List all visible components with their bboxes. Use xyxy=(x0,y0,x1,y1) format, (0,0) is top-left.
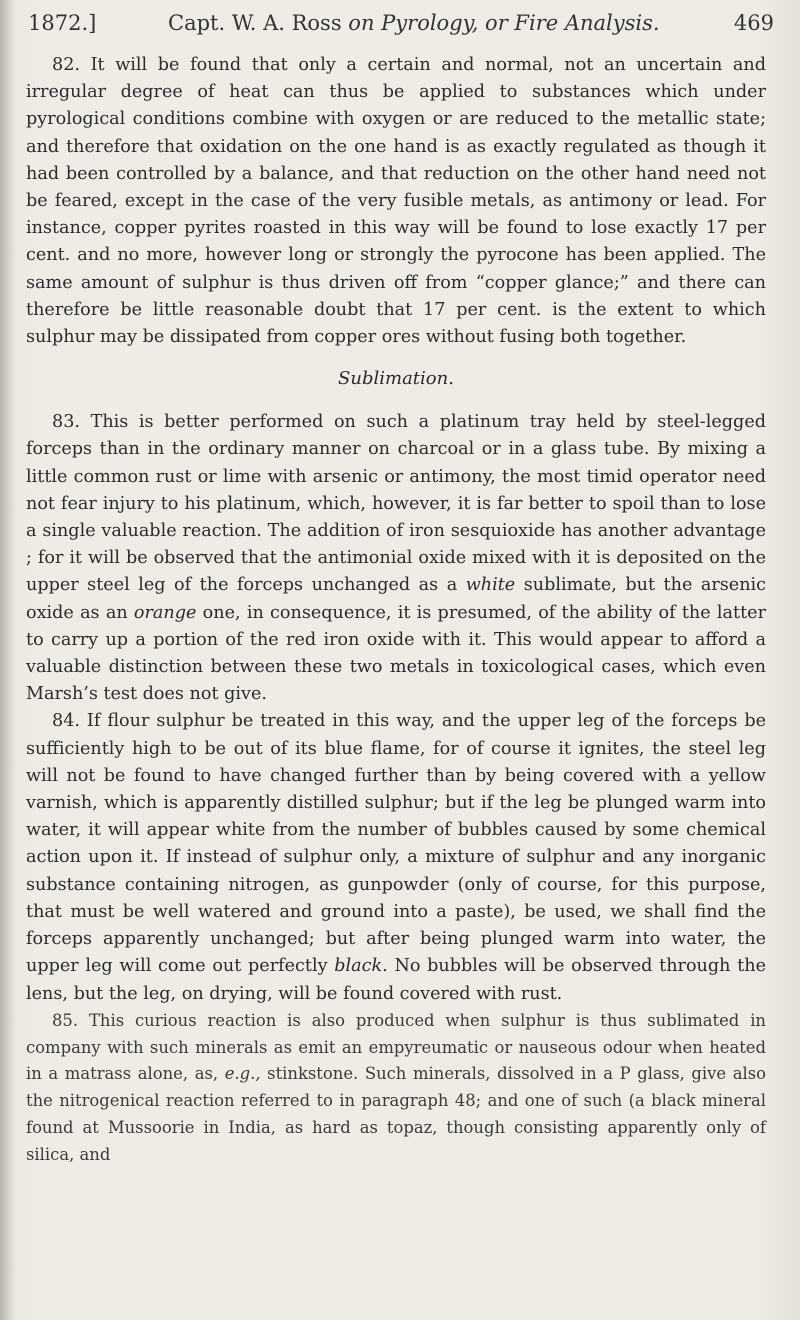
paragraph-82: 82. It will be found that only a certain and normal, not an uncertain and irregular degree of heat can thus be applied to substances which under pyrological conditions combine with oxygen or are reduced to the metallic state; and therefore that oxidation on the one hand is as exactly regulated as though it had been controlled by a balance, and that reduction on the other hand need not be feared, except in the case of the very fusible metals, as antimony or lead. For instance, copper pyrites roasted in this way will be found to lose exactly 17 per cent. and no more, however long or strongly the pyrocone has been applied. The same amount of sulphur is thus driven off from “copper glance;” and there can therefore be little reasonable doubt that 17 per cent. is the extent to which sulphur may be dissipated from copper ores without fusing both together. xyxy=(26,55,766,348)
paragraph-83-text-a: 83. This is better performed on such a platinum tray held by steel-legged forceps than in the ordinary manner on charcoal or in a glass tube. By mixing a little common rust or lime with arsenic or antimony, the most timid operator need not fear injury to his platinum, which, however, it is far better to spoil than to lose a single valuable reaction. The addition of iron sesquioxide has another advantage ; for it will be observed that the antimonial oxide mixed with it is deposited on the upper steel leg of the forceps unchanged as a xyxy=(26,412,766,596)
running-head xyxy=(28,8,774,38)
emphasis-white: white xyxy=(465,575,516,596)
emphasis-orange: orange xyxy=(133,602,197,623)
running-head-year: 1872.] xyxy=(28,11,97,35)
paragraph-85-text-a: 85. This curious reaction is also produced when sulphur is thus sublimated in company with such minerals as emit an empyreumatic or nauseous odour when heated in a matrass alone, as, xyxy=(26,1010,766,1084)
paragraph-85-text-b: stinkstone. Such minerals, dissolved in a P glass, give also the nitrogenical reaction referred to in paragraph 48; and one of such (a black mineral found at Mussoorie in India, as hard as topaz, though consisting apparently only of silica, and xyxy=(26,1064,767,1164)
running-head-on: on xyxy=(348,11,375,35)
page-number: 469 xyxy=(733,11,774,35)
paragraph-84-text-a: 84. If flour sulphur be treated in this way, and the upper leg of the forceps be sufficiently high to be out of its blue flame, for of course it ignites, the steel leg will not be found to have changed further than by being covered with a yellow varnish, which is apparently distilled sulphur; but if the leg be plunged warm into water, it will appear white from the number of bubbles caused by some chemical action upon it. If instead of sulphur only, a mixture of sulphur and any inorganic substance containing nitrogen, as gunpowder (only of course, for this purpose, that must be well watered and ground into a paste), be used, we shall find the forceps apparently unchanged; but after being plunged warm into water, the upper leg will come out perfectly xyxy=(26,711,766,977)
paragraph-84-text-b: No bubbles will be observed through the lens, but the leg, on drying, will be found covered with rust. xyxy=(26,956,767,1004)
paragraph-83-text-c: one, in consequence, it is presumed, of the ability of the latter to carry up a portion of the red iron oxide with it. This would appear to afford a valuable distinction between these two metals in toxicological cases, which even Marsh’s test does not give. xyxy=(26,602,766,705)
running-head-title xyxy=(168,8,660,38)
paragraph-84 xyxy=(26,708,766,1007)
emphasis-black: black. xyxy=(334,956,388,977)
body-text xyxy=(26,52,766,1168)
running-head-author: Capt. W. A. Ross xyxy=(168,11,342,35)
section-heading-sublimation: Sublimation. xyxy=(338,368,454,390)
running-head-book-title: Pyrology, or Fire Analysis. xyxy=(381,11,660,35)
paragraph-83-text-b: sublimate, but the arsenic oxide as an xyxy=(26,575,767,623)
binding-gutter-shadow xyxy=(0,0,14,1320)
emphasis-eg: e.g., xyxy=(224,1064,261,1084)
paragraph-85 xyxy=(26,1008,766,1169)
paragraph-83 xyxy=(26,409,766,708)
